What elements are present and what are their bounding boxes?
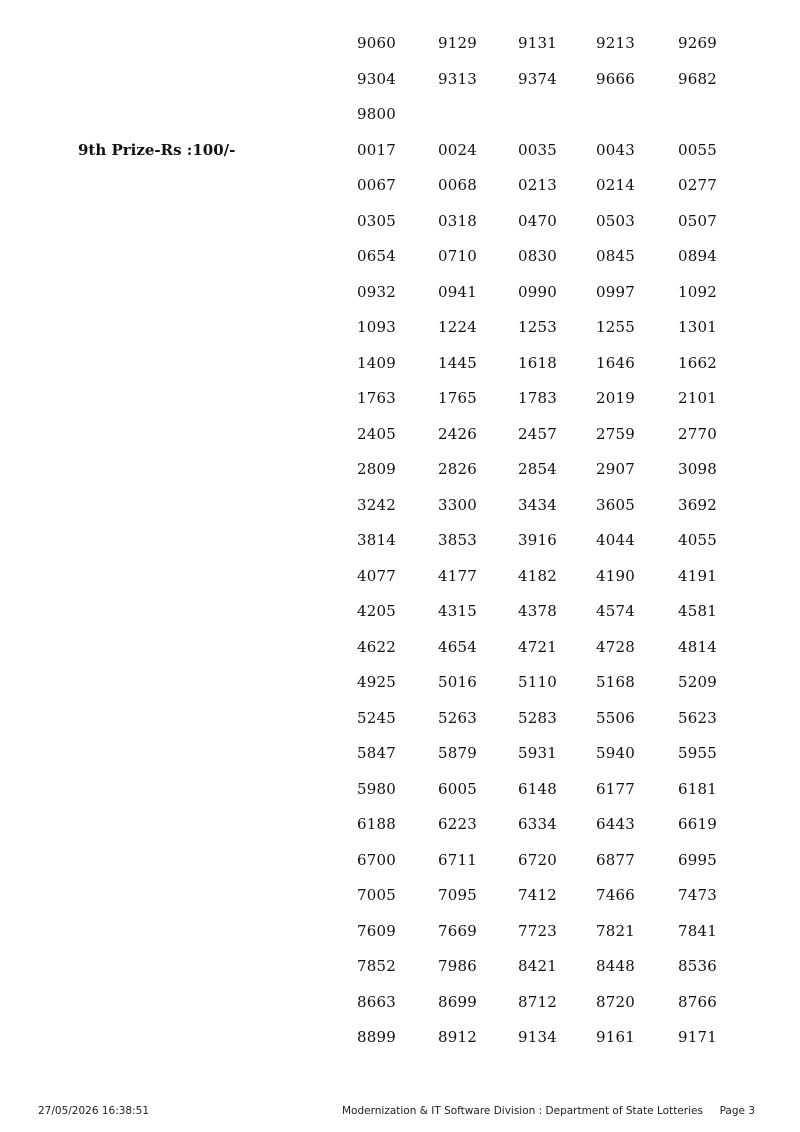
ticket-number: 4728 <box>596 637 635 656</box>
number-row <box>0 246 800 282</box>
number-row <box>0 353 800 389</box>
ticket-number: 1092 <box>678 282 717 301</box>
ticket-number: 4925 <box>357 673 396 691</box>
ticket-number: 9131 <box>518 34 557 52</box>
number-row <box>0 779 800 815</box>
number-row <box>0 459 800 495</box>
ticket-number: 0470 <box>518 211 557 230</box>
ticket-number: 0024 <box>438 140 477 159</box>
ticket-number: 1445 <box>438 353 477 372</box>
ticket-number: 6700 <box>357 850 396 869</box>
ticket-number: 9134 <box>518 1028 557 1046</box>
ticket-number: 7852 <box>357 957 396 975</box>
ticket-number: 0055 <box>678 140 717 159</box>
ticket-number: 9213 <box>596 34 635 52</box>
number-row <box>0 175 800 211</box>
footer-department: Modernization & IT Software Division : Department of State Lotteries <box>342 1105 703 1117</box>
ticket-number: 7466 <box>596 886 635 904</box>
ticket-number: 5955 <box>678 744 717 762</box>
ticket-number: 1301 <box>678 318 717 336</box>
ticket-number: 3916 <box>518 531 557 549</box>
ticket-number: 0277 <box>678 176 717 194</box>
ticket-number: 7841 <box>678 921 717 940</box>
ticket-number: 6223 <box>438 815 477 833</box>
ticket-number: 7005 <box>357 886 396 904</box>
ticket-number: 9800 <box>357 105 396 123</box>
ticket-number: 8421 <box>518 957 557 975</box>
ticket-number: 6995 <box>678 850 717 869</box>
ticket-number: 1765 <box>438 389 477 407</box>
ticket-number: 3098 <box>678 460 717 478</box>
ticket-number: 4044 <box>596 531 635 549</box>
ticket-number: 0990 <box>518 282 557 301</box>
ticket-number: 8899 <box>357 1028 396 1046</box>
ticket-number: 8536 <box>678 957 717 975</box>
ticket-number: 9313 <box>438 69 477 88</box>
ticket-number: 4574 <box>596 602 635 620</box>
ticket-number: 3434 <box>518 495 557 514</box>
ticket-number: 1255 <box>596 318 635 336</box>
ticket-number: 1093 <box>357 318 396 336</box>
ticket-number: 5283 <box>518 708 557 727</box>
ticket-number: 5879 <box>438 744 477 762</box>
ticket-number: 2101 <box>678 389 717 407</box>
ticket-number: 0507 <box>678 211 717 230</box>
ticket-number: 8720 <box>596 992 635 1011</box>
ticket-number: 2907 <box>596 460 635 478</box>
ticket-number: 1783 <box>518 389 557 407</box>
ticket-number: 8766 <box>678 992 717 1011</box>
number-row <box>0 495 800 531</box>
ticket-number: 9304 <box>357 69 396 88</box>
ticket-number: 7986 <box>438 957 477 975</box>
ticket-number: 0997 <box>596 282 635 301</box>
ticket-number: 4378 <box>518 602 557 620</box>
ticket-number: 1618 <box>518 353 557 372</box>
ticket-number: 0894 <box>678 247 717 265</box>
number-row <box>0 601 800 637</box>
number-row <box>0 140 800 176</box>
ticket-number: 7609 <box>357 921 396 940</box>
ticket-number: 0710 <box>438 247 477 265</box>
footer-page-number: Page 3 <box>719 1105 755 1117</box>
ticket-number: 4055 <box>678 531 717 549</box>
ticket-number: 4190 <box>596 566 635 585</box>
ticket-number: 7412 <box>518 886 557 904</box>
ticket-number: 6877 <box>596 850 635 869</box>
ticket-number: 8448 <box>596 957 635 975</box>
ticket-number: 6711 <box>438 850 477 869</box>
ticket-number: 0017 <box>357 140 396 159</box>
number-row <box>0 992 800 1028</box>
number-row <box>0 211 800 247</box>
number-row <box>0 424 800 460</box>
ticket-number: 7669 <box>438 921 477 940</box>
number-row <box>0 566 800 602</box>
ticket-number: 1409 <box>357 353 396 372</box>
ticket-number: 0941 <box>438 282 477 301</box>
ticket-number: 3605 <box>596 495 635 514</box>
ticket-number: 3242 <box>357 495 396 514</box>
ticket-number: 7821 <box>596 921 635 940</box>
ticket-number: 2019 <box>596 389 635 407</box>
ticket-number: 5016 <box>438 673 477 691</box>
ticket-number: 6188 <box>357 815 396 833</box>
number-row <box>0 69 800 105</box>
ticket-number: 6443 <box>596 815 635 833</box>
ticket-number: 5847 <box>357 744 396 762</box>
ticket-number: 3853 <box>438 531 477 549</box>
ticket-number: 6177 <box>596 779 635 798</box>
ticket-number: 2854 <box>518 460 557 478</box>
ticket-number: 0213 <box>518 176 557 194</box>
ticket-number: 0932 <box>357 282 396 301</box>
ticket-number: 4622 <box>357 637 396 656</box>
ticket-number: 4581 <box>678 602 717 620</box>
ticket-number: 7095 <box>438 886 477 904</box>
ticket-number: 6619 <box>678 815 717 833</box>
number-row <box>0 921 800 957</box>
ticket-number: 0067 <box>357 176 396 194</box>
number-row <box>0 956 800 992</box>
ticket-number: 1253 <box>518 318 557 336</box>
ticket-number: 0305 <box>357 211 396 230</box>
ticket-number: 0035 <box>518 140 557 159</box>
ticket-number: 9129 <box>438 34 477 52</box>
number-row <box>0 33 800 69</box>
ticket-number: 5168 <box>596 673 635 691</box>
number-row <box>0 672 800 708</box>
ticket-number: 4177 <box>438 566 477 585</box>
ticket-number: 2405 <box>357 424 396 443</box>
ticket-number: 2826 <box>438 460 477 478</box>
ticket-number: 7473 <box>678 886 717 904</box>
ticket-number: 8912 <box>438 1028 477 1046</box>
number-row <box>0 317 800 353</box>
number-row <box>0 637 800 673</box>
number-row <box>0 388 800 424</box>
ticket-number: 4077 <box>357 566 396 585</box>
ticket-number: 9269 <box>678 34 717 52</box>
ticket-number: 5980 <box>357 779 396 798</box>
ticket-number: 5245 <box>357 708 396 727</box>
ticket-number: 8712 <box>518 992 557 1011</box>
ticket-number: 9171 <box>678 1028 717 1046</box>
ticket-number: 5931 <box>518 744 557 762</box>
ticket-number: 0503 <box>596 211 635 230</box>
ticket-number: 0845 <box>596 247 635 265</box>
number-row <box>0 743 800 779</box>
number-row <box>0 814 800 850</box>
ticket-number: 9682 <box>678 69 717 88</box>
ticket-number: 9666 <box>596 69 635 88</box>
ticket-number: 9060 <box>357 34 396 52</box>
ticket-number: 6148 <box>518 779 557 798</box>
ticket-number: 5940 <box>596 744 635 762</box>
ticket-number: 2457 <box>518 424 557 443</box>
number-row <box>0 104 800 140</box>
ticket-number: 8699 <box>438 992 477 1011</box>
ticket-number: 6334 <box>518 815 557 833</box>
number-row <box>0 282 800 318</box>
ticket-number: 4315 <box>438 602 477 620</box>
ticket-number: 0318 <box>438 211 477 230</box>
ticket-number: 1763 <box>357 389 396 407</box>
ticket-number: 4654 <box>438 637 477 656</box>
ticket-number: 6181 <box>678 779 717 798</box>
ticket-number: 4191 <box>678 566 717 585</box>
ticket-number: 5209 <box>678 673 717 691</box>
ticket-number: 8663 <box>357 992 396 1011</box>
ticket-number: 3814 <box>357 531 396 549</box>
ticket-number: 1662 <box>678 353 717 372</box>
ticket-number: 3300 <box>438 495 477 514</box>
ticket-number: 9161 <box>596 1028 635 1046</box>
ticket-number: 4182 <box>518 566 557 585</box>
ticket-number: 4814 <box>678 637 717 656</box>
ticket-number: 2426 <box>438 424 477 443</box>
ticket-number: 0068 <box>438 176 477 194</box>
ticket-number: 7723 <box>518 921 557 940</box>
number-row <box>0 708 800 744</box>
prize-heading: 9th Prize-Rs :100/- <box>78 140 236 159</box>
ticket-number: 0654 <box>357 247 396 265</box>
number-row <box>0 530 800 566</box>
ticket-number: 4721 <box>518 637 557 656</box>
number-row <box>0 850 800 886</box>
ticket-number: 2759 <box>596 424 635 443</box>
ticket-number: 5623 <box>678 708 717 727</box>
ticket-number: 0214 <box>596 176 635 194</box>
ticket-number: 6005 <box>438 779 477 798</box>
ticket-number: 5506 <box>596 708 635 727</box>
ticket-number: 1646 <box>596 353 635 372</box>
page-footer <box>0 1105 800 1121</box>
ticket-number: 2770 <box>678 424 717 443</box>
ticket-number: 0830 <box>518 247 557 265</box>
ticket-number: 5263 <box>438 708 477 727</box>
ticket-number: 3692 <box>678 495 717 514</box>
ticket-number: 1224 <box>438 318 477 336</box>
footer-timestamp: 27/05/2026 16:38:51 <box>38 1105 150 1117</box>
ticket-number: 0043 <box>596 140 635 159</box>
ticket-number: 9374 <box>518 69 557 88</box>
ticket-number: 6720 <box>518 850 557 869</box>
number-row <box>0 885 800 921</box>
ticket-number: 2809 <box>357 460 396 478</box>
ticket-number: 4205 <box>357 602 396 620</box>
number-row <box>0 1027 800 1063</box>
ticket-number: 5110 <box>518 673 557 691</box>
